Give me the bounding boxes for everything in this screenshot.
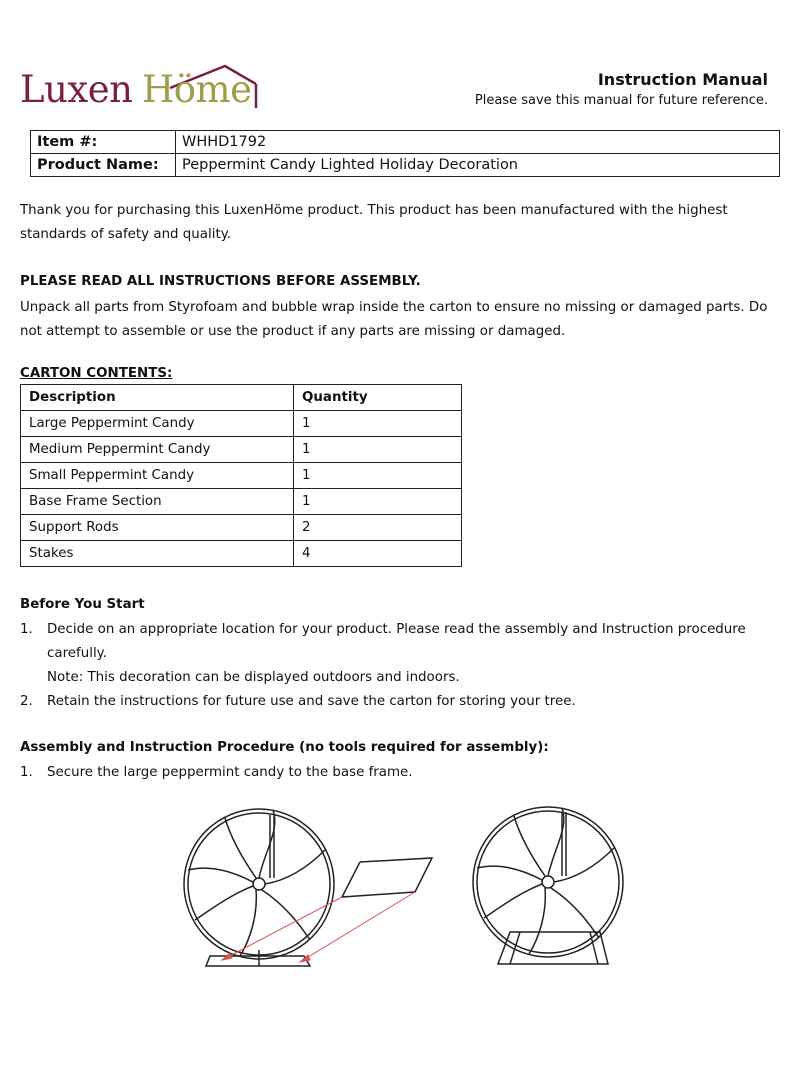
read-all-paragraph: Unpack all parts from Styrofoam and bubble wrap inside the carton to ensure no missing or damaged parts. Do not attempt to assemble or use the product if any parts are missing or damaged. [20, 300, 768, 339]
assembly-heading: Assembly and Instruction Procedure (no tools required for assembly): [20, 740, 549, 755]
product-label: Product Name: [31, 154, 176, 177]
support-rod-piece [342, 858, 432, 897]
step-text: Secure the large peppermint candy to the base frame. [47, 765, 413, 780]
product-row [31, 154, 780, 177]
carton-header-row [21, 385, 462, 411]
candy-wheel-left [184, 809, 334, 959]
list-item [20, 690, 780, 714]
document-title: Instruction Manual [597, 70, 768, 89]
row-description: Support Rods [21, 515, 294, 541]
row-description: Base Frame Section [21, 489, 294, 515]
row-description: Medium Peppermint Candy [21, 437, 294, 463]
step-number: 1. [20, 622, 33, 637]
step-text: Retain the instructions for future use and save the carton for storing your tree. [47, 694, 576, 709]
base-frame-left [206, 950, 310, 966]
step-number: 2. [20, 694, 33, 709]
row-description: Large Peppermint Candy [21, 411, 294, 437]
item-value: WHHD1792 [176, 131, 780, 154]
document-subtitle: Please save this manual for future reference. [474, 93, 768, 108]
table-row [21, 437, 462, 463]
brand-logo [20, 62, 270, 118]
row-quantity: 1 [294, 437, 462, 463]
table-row [21, 541, 462, 567]
table-row [21, 489, 462, 515]
intro-paragraph: Thank you for purchasing this LuxenHöme product. This product has been manufactured with the highest standards of safety and quality. [20, 203, 728, 242]
read-all-heading: PLEASE READ ALL INSTRUCTIONS BEFORE ASSEMBLY. [20, 274, 421, 289]
row-quantity: 1 [294, 411, 462, 437]
before-start-list [20, 618, 780, 714]
item-info-table [30, 130, 780, 177]
col-quantity: Quantity [294, 385, 462, 411]
before-start-heading: Before You Start [20, 597, 145, 612]
table-row [21, 515, 462, 541]
assembly-list [20, 761, 780, 785]
step-number: 1. [20, 765, 33, 780]
item-label: Item #: [31, 131, 176, 154]
step-note: Note: This decoration can be displayed outdoors and indoors. [47, 670, 460, 685]
table-row [21, 411, 462, 437]
list-item [20, 761, 780, 785]
row-description: Small Peppermint Candy [21, 463, 294, 489]
row-description: Stakes [21, 541, 294, 567]
row-quantity: 1 [294, 489, 462, 515]
carton-contents-table [20, 384, 462, 567]
assembly-diagram [170, 800, 630, 980]
table-row [21, 463, 462, 489]
logo-text-luxen: Luxen [20, 68, 133, 111]
row-quantity: 4 [294, 541, 462, 567]
base-frame-right [498, 932, 608, 964]
row-quantity: 2 [294, 515, 462, 541]
step-text: Decide on an appropriate location for your product. Please read the assembly and Instruction procedure carefully. [47, 622, 746, 661]
carton-heading: CARTON CONTENTS: [20, 366, 173, 381]
product-value: Peppermint Candy Lighted Holiday Decoration [176, 154, 780, 177]
col-description: Description [21, 385, 294, 411]
list-item [20, 618, 780, 690]
guide-arrows [222, 892, 415, 962]
item-row [31, 131, 780, 154]
row-quantity: 1 [294, 463, 462, 489]
logo-text-home: Höme [142, 68, 252, 111]
